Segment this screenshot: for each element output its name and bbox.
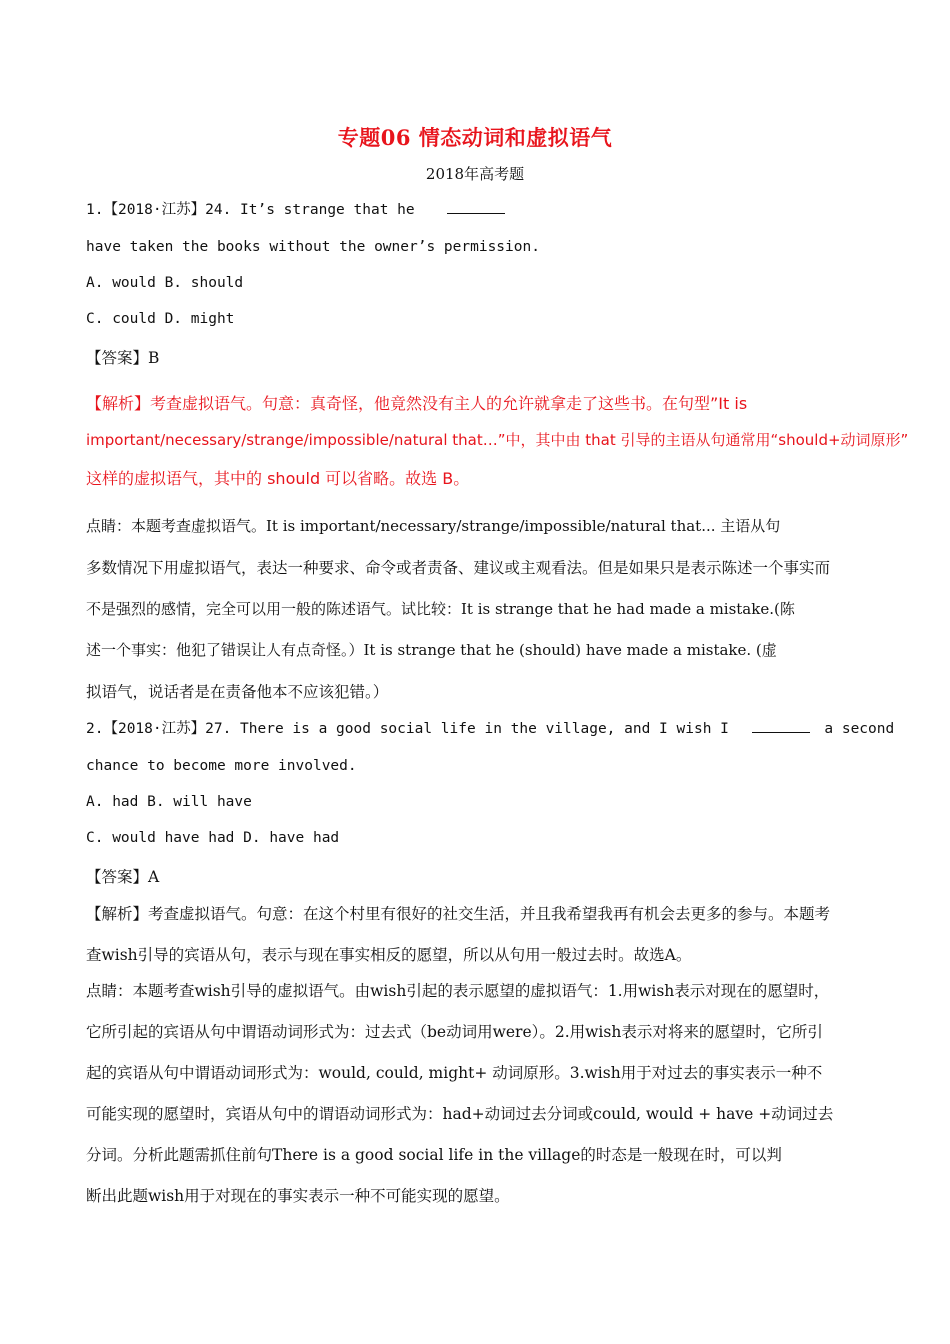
q2-stem-line2: chance to become more involved. — [86, 758, 357, 774]
q2-answer: 【答案】A — [86, 868, 160, 886]
q2-analysis-line2: 查wish引导的宾语从句，表示与现在事实相反的愿望，所以从句用一般过去时。故选A。 — [86, 946, 692, 964]
q1-analysis-line3: 这样的虚拟语气，其中的 should 可以省略。故选 B。 — [86, 469, 470, 488]
q1-options-cd: C. could D. might — [86, 311, 235, 327]
q1-stem — [86, 198, 505, 219]
page-title: 专题06 情态动词和虚拟语气 — [337, 125, 613, 150]
q1-tip-line1: 点睛：本题考查虚拟语气。It is important/necessary/strange/impossible/natural that... 主语从句 — [86, 517, 781, 535]
q2-analysis-line1: 【解析】考查虚拟语气。句意：在这个村里有很好的社交生活，并且我希望我再有机会去更多的参与。本题考 — [86, 905, 831, 923]
q1-tip-line2: 多数情况下用虚拟语气，表达一种要求、命令或者责备、建议或主观看法。但是如果只是表示陈述一个事实而 — [86, 559, 831, 577]
q2-tip-line3: 起的宾语从句中谓语动词形式为：would, could, might+ 动词原形。3.wish用于对过去的事实表示一种不 — [86, 1064, 823, 1082]
q2-tip-line4: 可能实现的愿望时，宾语从句中的谓语动词形式为：had+动词过去分词或could, would + have +动词过去 — [86, 1105, 834, 1123]
q2-blank — [752, 718, 810, 733]
q2-options-cd: C. would have had D. have had — [86, 830, 340, 846]
q1-tip-line4: 述一个事实：他犯了错误让人有点奇怪。）It is strange that he (should) have made a mistake. (虚 — [86, 641, 777, 659]
q1-blank — [447, 199, 505, 214]
q2-options-ab: A. had B. will have — [86, 794, 252, 810]
q1-answer: 【答案】B — [86, 349, 160, 367]
page-subtitle: 2018年高考题 — [425, 165, 525, 183]
q1-options-ab: A. would B. should — [86, 275, 244, 291]
q2-stem-line1-end: a second — [824, 721, 895, 737]
q2-tip-line1: 点睛：本题考查wish引导的虚拟语气。由wish引起的表示愿望的虚拟语气：1.用wish表示对现在的愿望时， — [86, 982, 830, 1000]
q2-stem — [86, 717, 894, 738]
q1-tip-line3: 不是强烈的感情，完全可以用一般的陈述语气。试比较：It is strange that he had made a mistake.(陈 — [86, 600, 795, 618]
q2-tip-line2: 它所引起的宾语从句中谓语动词形式为：过去式（be动词用were）。2.用wish表示对将来的愿望时，它所引 — [86, 1023, 823, 1041]
q1-stem-line2: have taken the books without the owner’s permission. — [86, 239, 540, 255]
q2-tip-line5: 分词。分析此题需抓住前句There is a good social life in the village的时态是一般现在时，可以判 — [86, 1146, 782, 1164]
q1-analysis-line2: important/necessary/strange/impossible/natural that…”中，其中由 that 引导的主语从句通常用“should+动词原形” — [86, 431, 909, 449]
q1-analysis-line1: 【解析】考查虚拟语气。句意：真奇怪，他竟然没有主人的允许就拿走了这些书。在句型”It is — [86, 394, 748, 413]
q2-stem-line1: 2.【2018·江苏】27. There is a good social life in the village, and I wish I — [86, 721, 729, 737]
q1-stem-line1: 1.【2018·江苏】24. It’s strange that he — [86, 202, 415, 218]
q1-tip-line5: 拟语气，说话者是在责备他本不应该犯错。） — [86, 683, 389, 701]
q2-tip-line6: 断出此题wish用于对现在的事实表示一种不可能实现的愿望。 — [86, 1187, 510, 1205]
